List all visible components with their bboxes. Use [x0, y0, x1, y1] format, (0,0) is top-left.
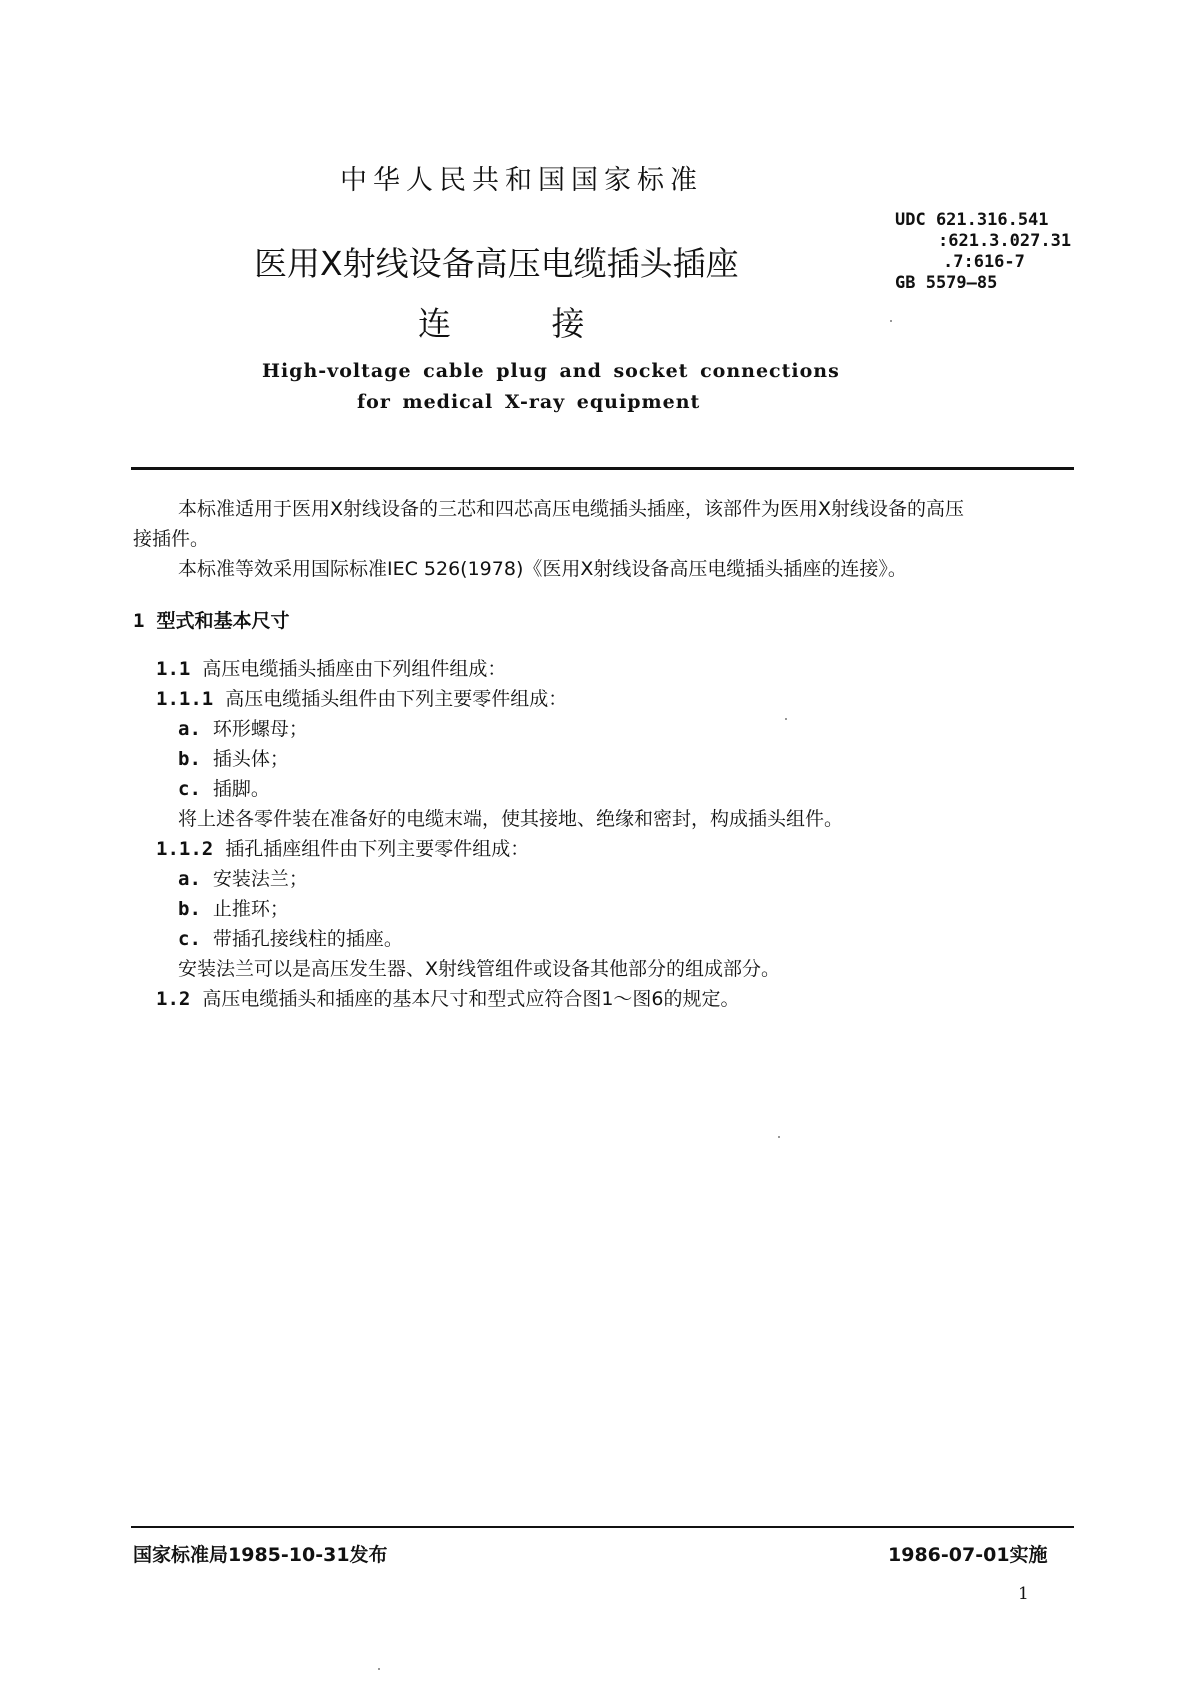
list-item-marker: c.: [178, 778, 201, 800]
list-item: [178, 866, 308, 892]
standard-header-title: 中华人民共和国国家标准: [340, 165, 703, 196]
scan-speck: [890, 320, 892, 322]
clause-1-1-2-number: 1.1.2: [156, 838, 214, 860]
udc-line-3: .7:616-7: [943, 252, 1025, 272]
effective-date: 1986-07-01实施: [888, 1544, 1048, 1566]
list-item-text: 插头体；: [212, 748, 289, 770]
list-item-marker: b.: [178, 748, 201, 770]
list-item-text: 止推环；: [212, 898, 289, 920]
clause-1-1: [156, 656, 506, 682]
section-1-title: 型式和基本尺寸: [156, 610, 290, 632]
clause-1-1-2: [156, 836, 529, 862]
clause-1-1-1: [156, 686, 567, 712]
clause-1-1-1-text: 高压电缆插头组件由下列主要零件组成：: [225, 688, 568, 710]
intro-paragraph-2: 本标准等效采用国际标准IEC 526(1978)《医用X射线设备高压电缆插头插座的连接》。: [178, 558, 907, 580]
list-item: [178, 896, 289, 922]
chinese-title-char-1: 连: [418, 304, 451, 343]
list-item-marker: a.: [178, 868, 201, 890]
clause-1-1-2-text: 插孔插座组件由下列主要零件组成：: [225, 838, 530, 860]
list-item-text: 安装法兰；: [212, 868, 308, 890]
scan-speck: [378, 1668, 380, 1670]
list-item-marker: b.: [178, 898, 201, 920]
chinese-title-char-2: 接: [551, 304, 585, 343]
section-1-number: 1: [133, 610, 145, 632]
udc-line-2: :621.3.027.31: [938, 231, 1072, 251]
scan-speck: [785, 718, 787, 720]
intro-paragraph-1-line-1: 本标准适用于医用X射线设备的三芯和四芯高压电缆插头插座，该部件为医用X射线设备的高压: [178, 498, 965, 520]
clause-1-1-text: 高压电缆插头插座由下列组件组成：: [202, 658, 507, 680]
chinese-title-line-1: 医用X射线设备高压电缆插头插座: [254, 244, 739, 283]
scan-speck: [778, 1136, 780, 1138]
header-divider-rule: [131, 467, 1074, 470]
list-item-marker: c.: [178, 928, 201, 950]
list-item-text: 插脚。: [212, 778, 270, 800]
english-title-line-2: for medical X-ray equipment: [357, 391, 701, 413]
list-item-marker: a.: [178, 718, 201, 740]
udc-line-1: UDC 621.316.541: [895, 210, 1049, 230]
section-1-heading: [133, 608, 289, 634]
list-item-text: 带插孔接线柱的插座。: [212, 928, 403, 950]
udc-classification-block: [895, 210, 1071, 294]
intro-paragraph-1-line-2: 接插件。: [133, 528, 210, 550]
chinese-title-line-2: [418, 298, 585, 345]
issue-date: 国家标准局1985-10-31发布: [133, 1544, 388, 1566]
list-item: [178, 926, 403, 952]
clause-1-1-1-number: 1.1.1: [156, 688, 214, 710]
list-item: [178, 776, 270, 802]
list-item: [178, 716, 308, 742]
english-title-line-1: High-voltage cable plug and socket connections: [262, 360, 840, 382]
clause-1-2: [156, 986, 740, 1012]
clause-1-2-text: 高压电缆插头和插座的基本尺寸和型式应符合图1～图6的规定。: [202, 988, 740, 1010]
list-item-text: 环形螺母；: [212, 718, 308, 740]
gb-standard-number: GB 5579—85: [895, 273, 998, 293]
clause-1-1-2-note: 安装法兰可以是高压发生器、X射线管组件或设备其他部分的组成部分。: [178, 958, 781, 980]
page-number: 1: [1018, 1584, 1029, 1604]
clause-1-2-number: 1.2: [156, 988, 191, 1010]
footer-divider-rule: [131, 1526, 1074, 1528]
clause-1-1-number: 1.1: [156, 658, 191, 680]
list-item: [178, 746, 289, 772]
clause-1-1-1-note: 将上述各零件装在准备好的电缆末端，使其接地、绝缘和密封，构成插头组件。: [178, 808, 844, 830]
